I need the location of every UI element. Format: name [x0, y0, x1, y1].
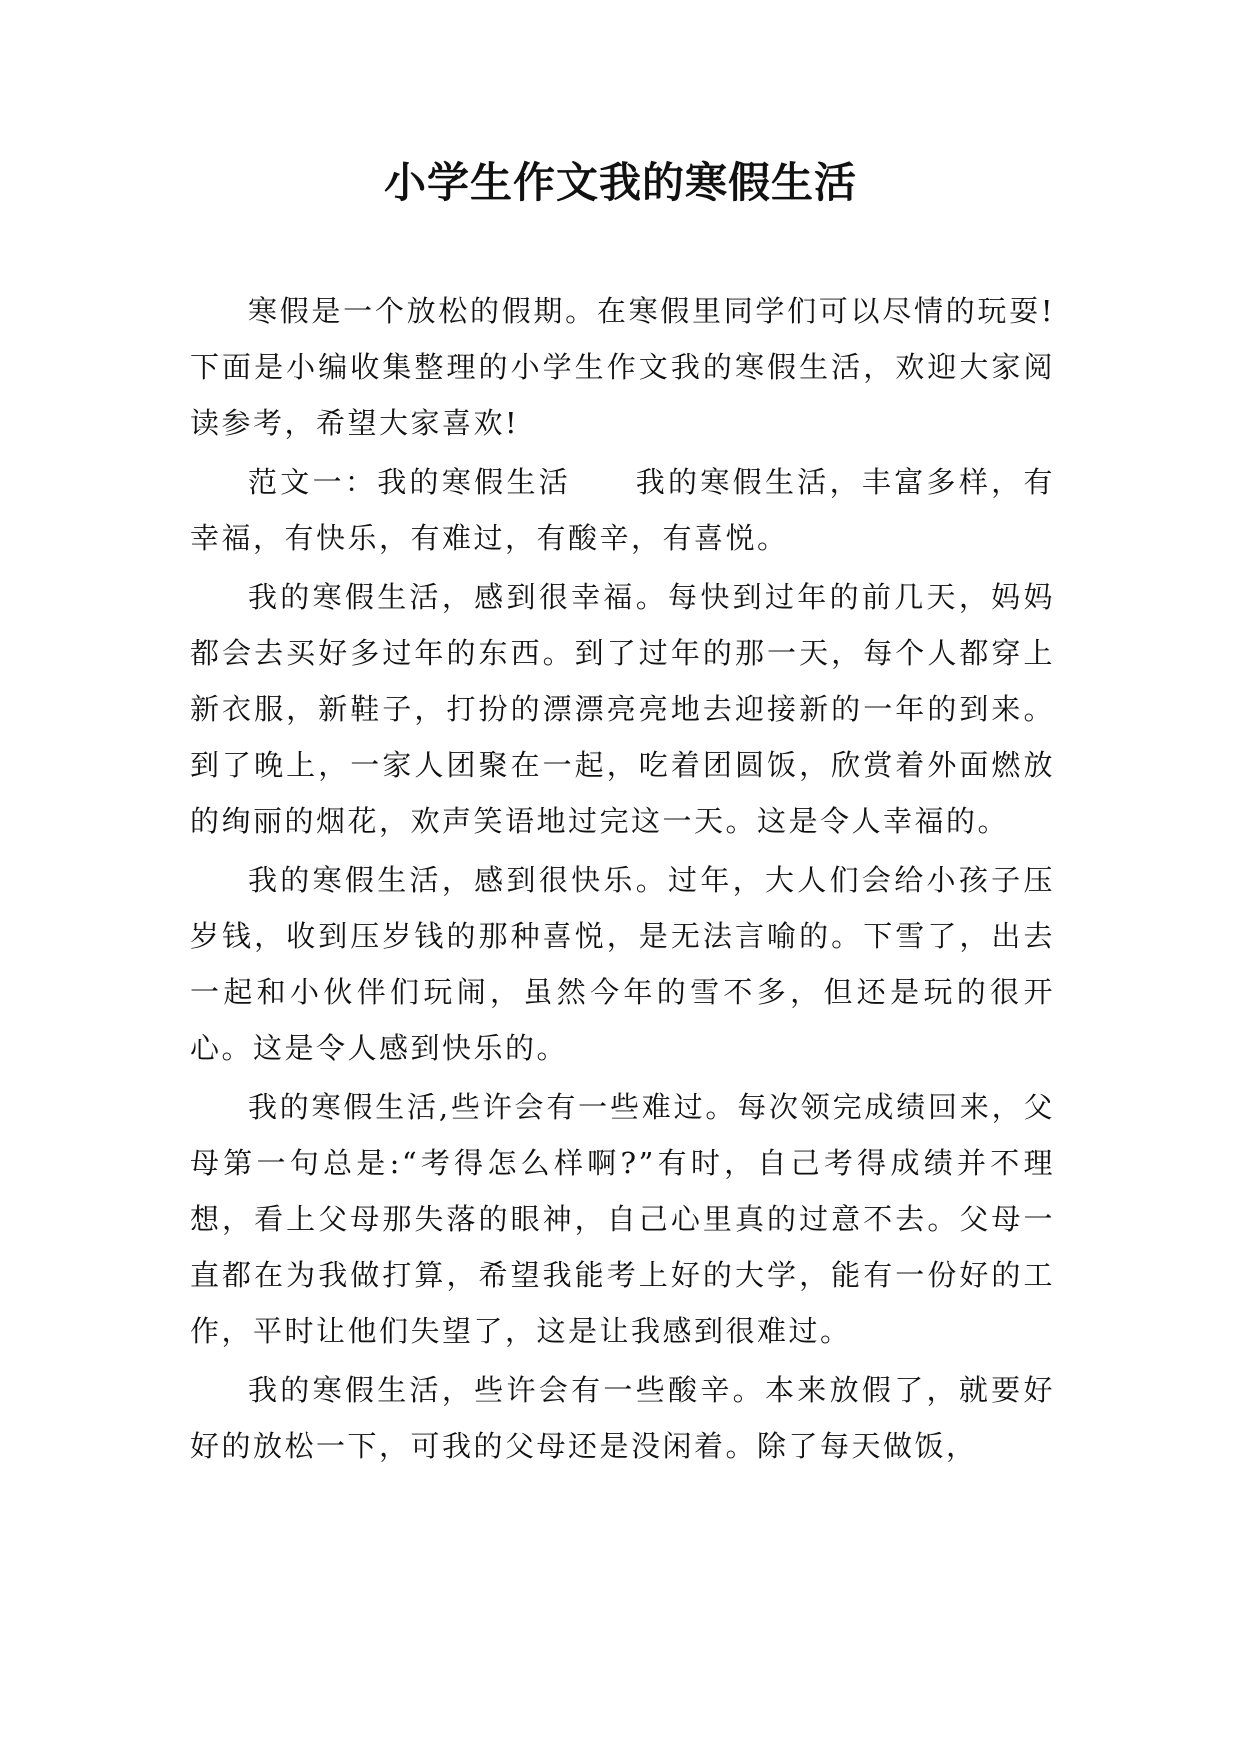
- paragraph-joy: 我的寒假生活，感到很快乐。过年，大人们会给小孩子压岁钱，收到压岁钱的那种喜悦，是无法言喻的。下雪了，出去一起和小伙伴们玩闹，虽然今年的雪不多，但还是玩的很开心。这是令人感到快乐的。: [190, 863, 1055, 1065]
- document-title: 小学生作文我的寒假生活: [383, 158, 857, 207]
- paragraph-happiness: 我的寒假生活，感到很幸福。每快到过年的前几天，妈妈都会去买好多过年的东西。到了过年的那一天，每个人都穿上新衣服，新鞋子，打扮的漂漂亮亮地去迎接新的一年的到来。到了晚上，一家人团聚在一起，吃着团圆饭，欣赏着外面燃放的绚丽的烟花，欢声笑语地过完这一天。这是令人幸福的。: [190, 580, 1055, 838]
- paragraph-sample-one-heading: 范文一：我的寒假生活 我的寒假生活，丰富多样，有幸福，有快乐，有难过，有酸辛，有喜悦。: [190, 465, 1055, 555]
- paragraph-hardship: 我的寒假生活，些许会有一些酸辛。本来放假了，就要好好的放松一下，可我的父母还是没闲着。除了每天做饭，: [190, 1373, 1055, 1463]
- paragraph-intro: 寒假是一个放松的假期。在寒假里同学们可以尽情的玩耍!下面是小编收集整理的小学生作文我的寒假生活，欢迎大家阅读参考，希望大家喜欢!: [190, 294, 1055, 440]
- document-body: [190, 283, 1055, 1477]
- paragraph-sadness: 我的寒假生活,些许会有一些难过。每次领完成绩回来，父母第一句总是:“考得怎么样啊?”有时，自己考得成绩并不理想，看上父母那失落的眼神，自己心里真的过意不去。父母一直都在为我做打算，希望我能考上好的大学，能有一份好的工作，平时让他们失望了，这是让我感到很难过。: [190, 1090, 1055, 1348]
